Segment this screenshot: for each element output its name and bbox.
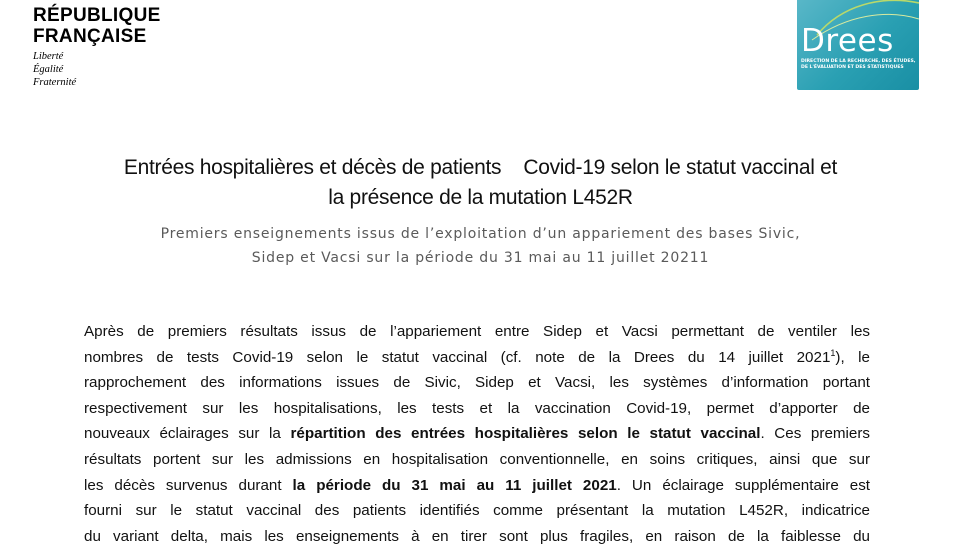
body-line: respectivement sur les hospitalisations, les tests et la vaccination Covid-19, permet d’apporter de xyxy=(84,399,870,417)
page-title xyxy=(0,153,961,213)
title-line-2: la présence de la mutation L452R xyxy=(328,186,633,209)
body-paragraph xyxy=(84,319,870,549)
motto-egalite: Égalité xyxy=(33,64,64,75)
page-subtitle xyxy=(0,222,961,270)
body-text-fragment: . Ces premiers xyxy=(760,425,871,443)
body-line: rapprochement des informations issues de Sivic, Sidep et Vacsi, les systèmes d’information portant xyxy=(84,374,870,392)
body-line: Après de premiers résultats issus de l’appariement entre Sidep et Vacsi permettant de ventiler les xyxy=(84,323,870,340)
body-text-fragment: ), le xyxy=(835,348,870,366)
motto-liberte: Liberté xyxy=(33,51,64,62)
body-line: du variant delta, mais les enseignements à en tirer sont plus fragiles, en raison de la faiblesse du xyxy=(84,527,870,545)
republique-name-line2: FRANÇAISE xyxy=(33,26,147,47)
body-line xyxy=(84,345,870,371)
footnote-ref: 1 xyxy=(830,347,836,358)
body-text-fragment: . Un éclairage supplémentaire est xyxy=(616,476,871,494)
republique-name-line1: RÉPUBLIQUE xyxy=(33,5,161,26)
body-line xyxy=(84,473,870,499)
republique-motto xyxy=(33,50,161,89)
body-line: résultats portent sur les admissions en hospitalisation conventionnelle, en soins critiques, ainsi que sur xyxy=(84,450,870,468)
body-emphasis: répartition des entrées hospitalières selon le statut vaccinal xyxy=(290,425,761,443)
body-text-fragment: nombres de tests Covid-19 selon le statut vaccinal (cf. note de la Drees du 14 juillet 2021 xyxy=(84,348,831,366)
body-text-fragment: nouveaux éclairages sur la xyxy=(84,425,291,443)
title-line-1: Entrées hospitalières et décès de patients Covid-19 selon le statut vaccinal et xyxy=(123,156,838,179)
body-text-fragment: les décès survenus durant xyxy=(84,476,293,494)
subtitle-line-1: Premiers enseignements issus de l’exploitation d’un appariement des bases Sivic, xyxy=(160,226,801,242)
drees-wordmark: Drees xyxy=(801,23,894,59)
subtitle-line-2: Sidep et Vacsi sur la période du 31 mai au 11 juillet 20211 xyxy=(251,250,710,266)
drees-logo xyxy=(797,0,919,90)
republique-name xyxy=(33,5,161,47)
republique-francaise-logo xyxy=(33,0,161,89)
drees-subtitle: DIRECTION DE LA RECHERCHE, DES ÉTUDES, DE L'ÉVALUATION ET DES STATISTIQUES xyxy=(801,59,916,70)
body-line: fourni sur le statut vaccinal des patients identifiés comme présentant la mutation L452R, indicatrice xyxy=(84,502,870,520)
body-emphasis: la période du 31 mai au 11 juillet 2021 xyxy=(292,476,617,494)
motto-fraternite: Fraternité xyxy=(33,77,77,88)
body-line xyxy=(84,421,870,447)
